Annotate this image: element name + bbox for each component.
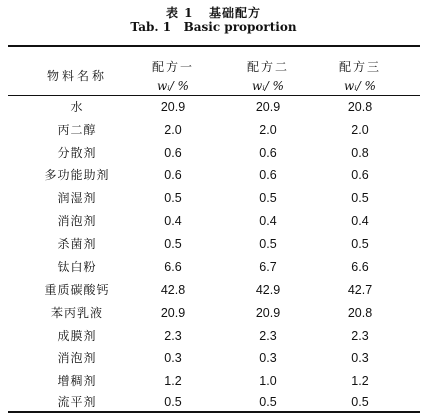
row-9-formula-2: 42.9 — [255, 283, 281, 297]
row-5-formula-1: 0.5 — [164, 191, 182, 205]
row-10-name: 苯丙乳液 — [50, 306, 103, 320]
row-14-name: 流平剂 — [57, 395, 97, 409]
row-3-formula-2: 0.6 — [259, 146, 277, 160]
row-4-formula-3: 0.6 — [351, 168, 369, 182]
row-5-formula-2: 0.5 — [259, 191, 277, 205]
row-11-formula-3: 2.3 — [351, 329, 369, 343]
row-11-name: 成膜剂 — [57, 329, 97, 343]
row-2-name: 丙二醇 — [57, 123, 97, 137]
row-9-formula-1: 42.8 — [160, 283, 186, 297]
row-9-formula-3: 42.7 — [347, 283, 373, 297]
row-3-formula-1: 0.6 — [164, 146, 182, 160]
row-2-formula-3: 2.0 — [351, 123, 369, 137]
row-1-formula-2: 20.9 — [255, 100, 281, 114]
header-unit-1: wᵢ/ % — [157, 79, 189, 93]
row-7-formula-2: 0.5 — [259, 237, 277, 251]
header-unit-2: wᵢ/ % — [252, 79, 284, 93]
row-2-formula-1: 2.0 — [164, 123, 182, 137]
header-formula-3: 配方三 — [338, 60, 381, 74]
table-header-rule — [8, 95, 420, 96]
row-3-name: 分散剂 — [57, 146, 97, 160]
row-5-formula-3: 0.5 — [351, 191, 369, 205]
row-4-name: 多功能助剂 — [44, 168, 110, 182]
header-formula-2: 配方二 — [246, 60, 289, 74]
row-1-formula-1: 20.9 — [160, 100, 186, 114]
row-8-name: 钛白粉 — [57, 260, 97, 274]
table-caption-chinese: 表 1 基础配方 — [165, 6, 262, 20]
row-12-formula-1: 0.3 — [164, 351, 182, 365]
row-7-name: 杀菌剂 — [57, 237, 97, 251]
row-13-name: 增稠剂 — [57, 374, 97, 388]
row-12-name: 消泡剂 — [57, 351, 97, 365]
row-9-name: 重质碳酸钙 — [44, 283, 110, 297]
table-caption-english: Tab. 1 Basic proportion — [130, 20, 297, 34]
row-2-formula-2: 2.0 — [259, 123, 277, 137]
row-13-formula-1: 1.2 — [164, 374, 182, 388]
row-11-formula-2: 2.3 — [259, 329, 277, 343]
row-4-formula-2: 0.6 — [259, 168, 277, 182]
header-unit-3: wᵢ/ % — [344, 79, 376, 93]
row-6-formula-2: 0.4 — [259, 214, 277, 228]
row-6-formula-3: 0.4 — [351, 214, 369, 228]
header-formula-1: 配方一 — [151, 60, 194, 74]
row-7-formula-3: 0.5 — [351, 237, 369, 251]
row-1-formula-3: 20.8 — [347, 100, 373, 114]
row-5-name: 润湿剂 — [57, 191, 97, 205]
row-6-name: 消泡剂 — [57, 214, 97, 228]
table-top-rule — [8, 45, 420, 47]
header-material-name: 物料名称 — [46, 69, 107, 83]
row-4-formula-1: 0.6 — [164, 168, 182, 182]
row-6-formula-1: 0.4 — [164, 214, 182, 228]
row-1-name: 水 — [70, 100, 84, 114]
row-10-formula-2: 20.9 — [255, 306, 281, 320]
row-3-formula-3: 0.8 — [351, 146, 369, 160]
row-12-formula-2: 0.3 — [259, 351, 277, 365]
row-10-formula-3: 20.8 — [347, 306, 373, 320]
row-12-formula-3: 0.3 — [351, 351, 369, 365]
row-8-formula-1: 6.6 — [164, 260, 182, 274]
row-8-formula-2: 6.7 — [259, 260, 277, 274]
row-7-formula-1: 0.5 — [164, 237, 182, 251]
row-8-formula-3: 6.6 — [351, 260, 369, 274]
row-13-formula-3: 1.2 — [351, 374, 369, 388]
table-bottom-rule — [8, 411, 420, 413]
row-11-formula-1: 2.3 — [164, 329, 182, 343]
row-14-formula-3: 0.5 — [351, 395, 369, 409]
row-14-formula-2: 0.5 — [259, 395, 277, 409]
row-13-formula-2: 1.0 — [259, 374, 277, 388]
row-10-formula-1: 20.9 — [160, 306, 186, 320]
row-14-formula-1: 0.5 — [164, 395, 182, 409]
